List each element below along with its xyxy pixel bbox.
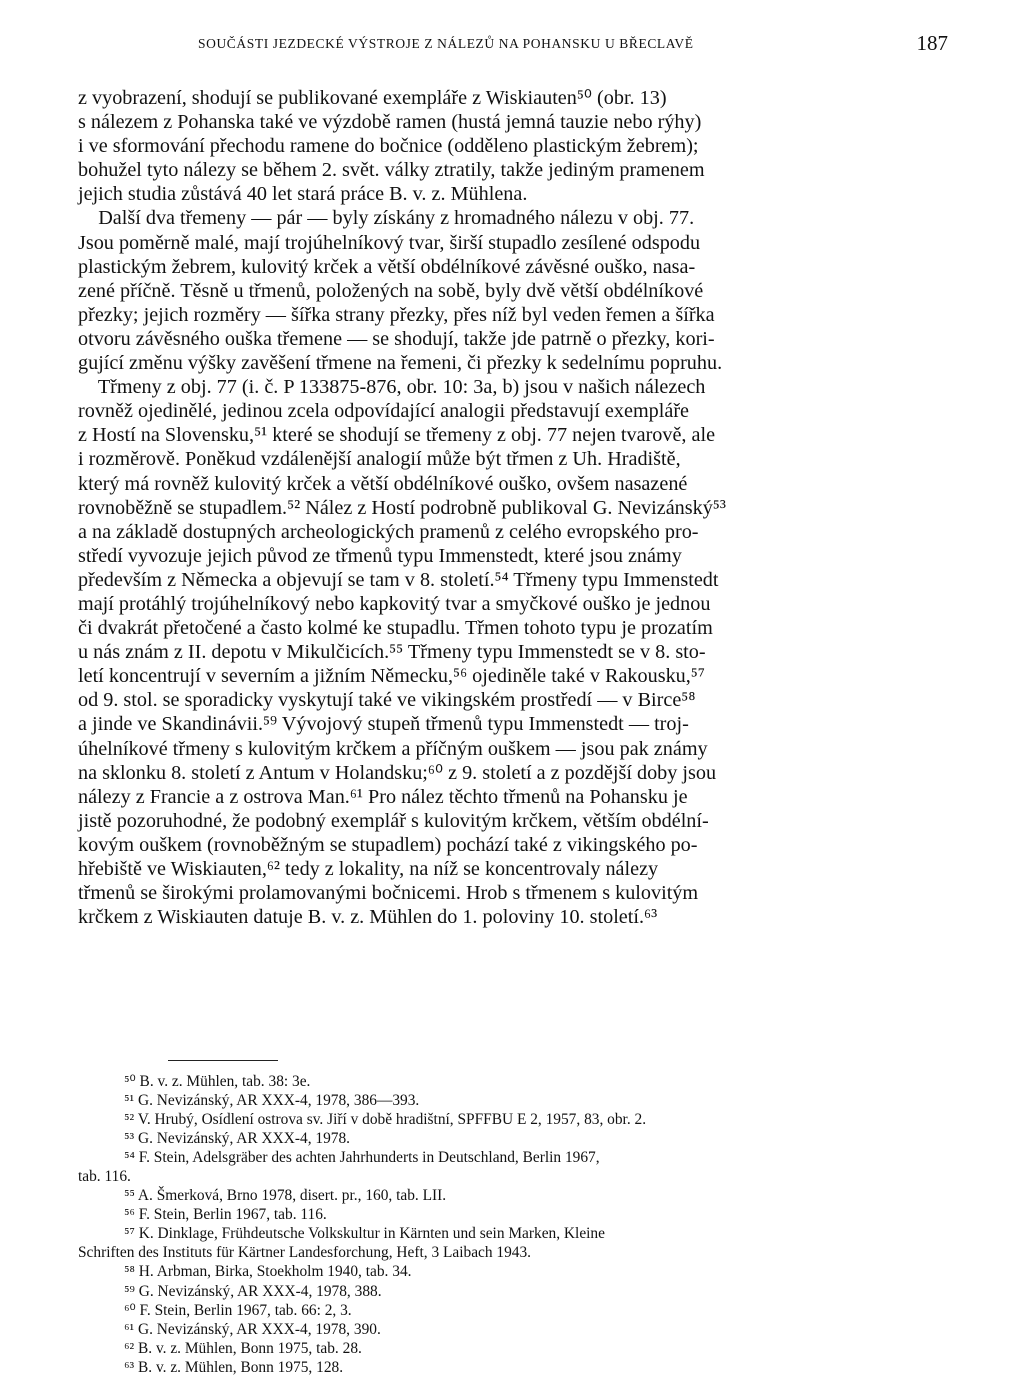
footnote-line: ⁵⁷ K. Dinklage, Frühdeutsche Volkskultur in Kärnten und sein Marken, Kleine <box>78 1225 605 1243</box>
text-line: Další dva třemeny — pár — byly získány z hromadného nálezu v obj. 77. <box>78 207 695 230</box>
body-text <box>78 86 946 929</box>
text-line: z Hostí na Slovensku,⁵¹ které se shodují se třemeny z obj. 77 nejen tvarově, ale <box>78 424 716 447</box>
text-line: kovým ouškem (rovnoběžným se stupadlem) pochází také z vikingského po- <box>78 833 698 856</box>
text-line: na sklonku 8. století z Antum v Holandsku;⁶⁰ z 9. století a z pozdější doby jsou <box>78 761 717 784</box>
footnote-line: Schriften des Instituts für Kärtner Landesforchung, Heft, 3 Laibach 1943. <box>78 1244 532 1262</box>
text-line: rovněž ojedinělé, jedinou zcela odpovídající analogii představují exempláře <box>78 400 689 423</box>
text-line: i rozměrově. Poněkud vzdálenější analogií může být třmen z Uh. Hradiště, <box>78 448 681 471</box>
text-line: především z Německa a objevují se tam v 8. století.⁵⁴ Třmeny typu Immenstedt <box>78 568 719 591</box>
text-line: středí vyvozuje jejich původ ze třmenů typu Immenstedt, které jsou známy <box>78 544 682 567</box>
text-line: otvoru závěsného ouška třemene — se shodují, takže jde patrně o přezky, kori- <box>78 327 715 350</box>
page-number: 187 <box>916 31 948 55</box>
text-line: krčkem z Wiskiauten datuje B. v. z. Mühlen do 1. poloviny 10. století.⁶³ <box>78 906 658 929</box>
footnote-line: ⁵⁵ A. Šmerková, Brno 1978, disert. pr., 160, tab. LII. <box>78 1187 447 1205</box>
footnote-line: ⁶⁰ F. Stein, Berlin 1967, tab. 66: 2, 3. <box>78 1301 352 1319</box>
footnote-line: ⁵² V. Hrubý, Osídlení ostrova sv. Jiří v době hradištní, SPFFBU E 2, 1957, 83, obr. 2. <box>78 1111 647 1129</box>
text-line: jejich studia zůstává 40 let stará práce B. v. z. Mühlena. <box>78 183 528 206</box>
footnote-line: ⁵⁰ B. v. z. Mühlen, tab. 38: 3e. <box>78 1073 311 1090</box>
text-line: a jinde ve Skandinávii.⁵⁹ Vývojový stupeň třmenů typu Immenstedt — troj- <box>78 713 689 736</box>
text-line: rovnoběžně se stupadlem.⁵² Nález z Hostí podrobně publikoval G. Nevizánský⁵³ <box>78 496 726 519</box>
text-line: s nálezem z Pohanska také ve výzdobě ramen (hustá jemná tauzie nebo rýhy) <box>78 111 702 134</box>
text-line: jistě pozoruhodné, že podobný exemplář s kulovitým krčkem, větším obdélní- <box>78 809 709 832</box>
text-line: gující změnu výšky zavěšení třmene na řemeni, či přezky k sedelnímu popruhu. <box>78 352 723 375</box>
text-line: mají protáhlý trojúhelníkový nebo kapkovitý tvar a smyčkové ouško je jednou <box>78 592 711 615</box>
text-line: či dvakrát přetočené a často kolmé ke stupadlu. Třmen tohoto typu je prozatím <box>78 617 713 640</box>
text-line: Jsou poměrně malé, mají trojúhelníkový tvar, širší stupadlo zesílené odspodu <box>78 231 701 254</box>
footnote-line: tab. 116. <box>78 1168 131 1186</box>
footnote-divider <box>168 1060 278 1061</box>
page-header <box>198 31 948 58</box>
footnote-line: ⁵⁹ G. Nevizánský, AR XXX-4, 1978, 388. <box>78 1282 382 1300</box>
text-line: hřebiště ve Wiskiauten,⁶² tedy z lokality, na níž se koncentrovaly nálezy <box>78 858 659 880</box>
text-line: od 9. stol. se sporadicky vyskytují také ve vikingském prostředí — v Birce⁵⁸ <box>78 689 696 712</box>
text-line: z vyobrazení, shodují se publikované exempláře z Wiskiauten⁵⁰ (obr. 13) <box>78 87 667 109</box>
text-line: třmenů se širokými prolamovanými bočnicemi. Hrob s třmenem s kulovitým <box>78 882 699 905</box>
text-line: i ve sformování přechodu ramene do bočnice (odděleno plastickým žebrem); <box>78 135 699 158</box>
text-line: zené příčně. Těsně u třmenů, položených na sobě, byly dvě větší obdélníkové <box>78 279 704 302</box>
text-line: u nás znám z II. depotu v Mikulčicích.⁵⁵ Třmeny typu Immenstedt se v 8. sto- <box>78 641 706 664</box>
footnote-line: ⁶³ B. v. z. Mühlen, Bonn 1975, 128. <box>78 1358 344 1376</box>
text-line: plastickým žebrem, kulovitý krček a větší obdélníkové závěsné ouško, nasa- <box>78 255 696 278</box>
footnote-line: ⁵⁶ F. Stein, Berlin 1967, tab. 116. <box>78 1206 327 1224</box>
footnote-line: ⁵¹ G. Nevizánský, AR XXX-4, 1978, 386—393. <box>78 1092 420 1110</box>
running-title: SOUČÁSTI JEZDECKÉ VÝSTROJE Z NÁLEZŮ NA POHANSKU U BŘECLAVĚ <box>198 36 694 51</box>
text-line: letí koncentrují v severním a jižním Německu,⁵⁶ ojediněle také v Rakousku,⁵⁷ <box>78 665 705 688</box>
text-line: přezky; jejich rozměry — šířka strany přezky, přes níž byl veden řemen a šířka <box>78 303 715 326</box>
text-line: nálezy z Francie a z ostrova Man.⁶¹ Pro nález těchto třmenů na Pohansku je <box>78 785 688 808</box>
footnote-line: ⁶¹ G. Nevizánský, AR XXX-4, 1978, 390. <box>78 1320 381 1338</box>
footnotes <box>78 1072 946 1377</box>
text-line: bohužel tyto nálezy se během 2. svět. války ztratily, takže jediným pramenem <box>78 159 705 182</box>
text-line: který má rovněž kulovitý krček a větší obdélníkové ouško, ovšem nasazené <box>78 472 688 495</box>
text-line: úhelníkové třmeny s kulovitým krčkem a příčným ouškem — jsou pak známy <box>78 737 708 760</box>
footnote-line: ⁶² B. v. z. Mühlen, Bonn 1975, tab. 28. <box>78 1339 362 1357</box>
text-line: a na základě dostupných archeologických pramenů z celého evropského pro- <box>78 520 699 543</box>
text-line: Třmeny z obj. 77 (i. č. P 133875-876, obr. 10: 3a, b) jsou v našich nálezech <box>78 376 706 399</box>
footnote-line: ⁵⁴ F. Stein, Adelsgräber des achten Jahrhunderts in Deutschland, Berlin 1967, <box>78 1149 600 1167</box>
footnote-line: ⁵³ G. Nevizánský, AR XXX-4, 1978. <box>78 1130 351 1148</box>
footnote-line: ⁵⁸ H. Arbman, Birka, Stoekholm 1940, tab. 34. <box>78 1263 412 1281</box>
